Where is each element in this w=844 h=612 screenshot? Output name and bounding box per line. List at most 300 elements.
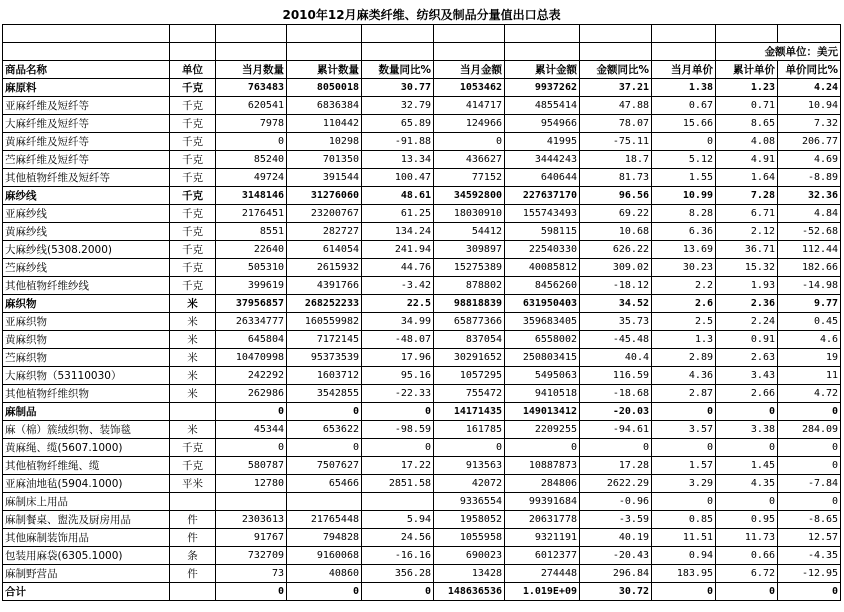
value-cell: 620541 xyxy=(216,97,287,115)
unit-cell xyxy=(170,493,216,511)
value-cell: 436627 xyxy=(434,151,505,169)
value-cell: 47.88 xyxy=(580,97,652,115)
table-row xyxy=(3,439,841,457)
value-cell: 1.38 xyxy=(652,79,716,97)
value-cell: 0 xyxy=(216,133,287,151)
value-cell: 3.43 xyxy=(716,367,778,385)
value-cell: 598115 xyxy=(505,223,580,241)
value-cell: 36.71 xyxy=(716,241,778,259)
value-cell: 30.72 xyxy=(580,583,652,601)
value-cell: 2.2 xyxy=(652,277,716,295)
value-cell: -48.07 xyxy=(362,331,434,349)
table-row xyxy=(3,475,841,493)
product-name-cell: 麻制野营品 xyxy=(3,565,170,583)
value-cell: 6.72 xyxy=(716,565,778,583)
table-row xyxy=(3,79,841,97)
value-cell: 2851.58 xyxy=(362,475,434,493)
value-cell: 22540330 xyxy=(505,241,580,259)
product-name-cell: 黄麻纱线 xyxy=(3,223,170,241)
table-title: 2010年12月麻类纤维、纺织及制品分量值出口总表 xyxy=(282,8,561,22)
value-cell: -8.65 xyxy=(778,511,841,529)
unit-cell: 平米 xyxy=(170,475,216,493)
product-name-cell: 麻织物 xyxy=(3,295,170,313)
table-row xyxy=(3,151,841,169)
value-cell: -14.98 xyxy=(778,277,841,295)
unit-cell: 千克 xyxy=(170,205,216,223)
value-cell: 794828 xyxy=(287,529,362,547)
value-cell: 98818839 xyxy=(434,295,505,313)
value-cell: 22.5 xyxy=(362,295,434,313)
value-cell: 359683405 xyxy=(505,313,580,331)
value-cell: 112.44 xyxy=(778,241,841,259)
value-cell: 183.95 xyxy=(652,565,716,583)
value-cell: -91.88 xyxy=(362,133,434,151)
value-cell: 41995 xyxy=(505,133,580,151)
unit-cell: 千克 xyxy=(170,133,216,151)
value-cell: -45.48 xyxy=(580,331,652,349)
value-cell: 9321191 xyxy=(505,529,580,547)
unit-cell: 米 xyxy=(170,367,216,385)
value-cell: 110442 xyxy=(287,115,362,133)
unit-note: 金额单位：美元 xyxy=(716,43,841,61)
value-cell: -52.68 xyxy=(778,223,841,241)
unit-cell: 千克 xyxy=(170,79,216,97)
value-cell: 3.29 xyxy=(652,475,716,493)
table-row xyxy=(3,259,841,277)
table-row xyxy=(3,115,841,133)
value-cell: 6.71 xyxy=(716,205,778,223)
table-row xyxy=(3,457,841,475)
column-header: 当月单价 xyxy=(652,61,716,79)
value-cell: 155743493 xyxy=(505,205,580,223)
value-cell: 10887873 xyxy=(505,457,580,475)
value-cell: 0 xyxy=(287,403,362,421)
column-header: 单价同比% xyxy=(778,61,841,79)
unit-note-row xyxy=(3,43,841,61)
value-cell: 0 xyxy=(216,403,287,421)
value-cell: 414717 xyxy=(434,97,505,115)
value-cell: -4.35 xyxy=(778,547,841,565)
value-cell: 73 xyxy=(216,565,287,583)
value-cell: 40860 xyxy=(287,565,362,583)
value-cell: 8050018 xyxy=(287,79,362,97)
value-cell: 1603712 xyxy=(287,367,362,385)
table-row xyxy=(3,169,841,187)
unit-cell: 米 xyxy=(170,313,216,331)
value-cell: 15.66 xyxy=(652,115,716,133)
value-cell: 26334777 xyxy=(216,313,287,331)
product-name-cell: 其他植物纤维织物 xyxy=(3,385,170,403)
unit-cell: 件 xyxy=(170,565,216,583)
value-cell: 0 xyxy=(434,133,505,151)
value-cell: 30291652 xyxy=(434,349,505,367)
value-cell: 1.93 xyxy=(716,277,778,295)
value-cell: -3.42 xyxy=(362,277,434,295)
value-cell: 2209255 xyxy=(505,421,580,439)
value-cell: 32.36 xyxy=(778,187,841,205)
value-cell: 12.57 xyxy=(778,529,841,547)
value-cell: 8456260 xyxy=(505,277,580,295)
value-cell: 95373539 xyxy=(287,349,362,367)
value-cell: 65.89 xyxy=(362,115,434,133)
value-cell: 34.99 xyxy=(362,313,434,331)
unit-cell: 千克 xyxy=(170,151,216,169)
table-row xyxy=(3,565,841,583)
value-cell: 0.91 xyxy=(716,331,778,349)
unit-cell: 米 xyxy=(170,331,216,349)
value-cell: 7507627 xyxy=(287,457,362,475)
value-cell: 23200767 xyxy=(287,205,362,223)
value-cell: 8551 xyxy=(216,223,287,241)
value-cell: 645804 xyxy=(216,331,287,349)
product-name-cell: 苎麻纤维及短纤等 xyxy=(3,151,170,169)
value-cell: -98.59 xyxy=(362,421,434,439)
table-row xyxy=(3,223,841,241)
value-cell: 134.24 xyxy=(362,223,434,241)
table-row xyxy=(3,277,841,295)
value-cell xyxy=(216,493,287,511)
value-cell: 17.22 xyxy=(362,457,434,475)
value-cell: 7172145 xyxy=(287,331,362,349)
value-cell: 13.69 xyxy=(652,241,716,259)
column-header: 当月金额 xyxy=(434,61,505,79)
value-cell: 34592800 xyxy=(434,187,505,205)
value-cell: 48.61 xyxy=(362,187,434,205)
value-cell: 148636536 xyxy=(434,583,505,601)
value-cell: 0 xyxy=(434,439,505,457)
unit-cell: 千克 xyxy=(170,439,216,457)
value-cell: 0 xyxy=(652,493,716,511)
value-cell: 2.66 xyxy=(716,385,778,403)
value-cell: 0 xyxy=(716,493,778,511)
value-cell: 3542855 xyxy=(287,385,362,403)
unit-cell: 千克 xyxy=(170,241,216,259)
value-cell: 2.6 xyxy=(652,295,716,313)
value-cell: 99391684 xyxy=(505,493,580,511)
column-header: 当月数量 xyxy=(216,61,287,79)
table-row xyxy=(3,421,841,439)
value-cell: 17.28 xyxy=(580,457,652,475)
value-cell: 85240 xyxy=(216,151,287,169)
table-row xyxy=(3,511,841,529)
value-cell: 0 xyxy=(362,439,434,457)
value-cell: 763483 xyxy=(216,79,287,97)
value-cell: 0 xyxy=(716,439,778,457)
value-cell: 61.25 xyxy=(362,205,434,223)
value-cell: 2615932 xyxy=(287,259,362,277)
value-cell xyxy=(362,493,434,511)
value-cell: 296.84 xyxy=(580,565,652,583)
value-cell: 45344 xyxy=(216,421,287,439)
value-cell: 242292 xyxy=(216,367,287,385)
value-cell: 1053462 xyxy=(434,79,505,97)
value-cell: -18.12 xyxy=(580,277,652,295)
unit-cell: 米 xyxy=(170,385,216,403)
value-cell: 124966 xyxy=(434,115,505,133)
unit-cell: 千克 xyxy=(170,259,216,277)
value-cell: -22.33 xyxy=(362,385,434,403)
product-name-cell: 苎麻纱线 xyxy=(3,259,170,277)
table-row xyxy=(3,529,841,547)
value-cell: 0.71 xyxy=(716,97,778,115)
unit-cell: 条 xyxy=(170,547,216,565)
value-cell: 96.56 xyxy=(580,187,652,205)
column-header: 数量同比% xyxy=(362,61,434,79)
unit-cell: 米 xyxy=(170,295,216,313)
value-cell: 227637170 xyxy=(505,187,580,205)
value-cell: 282727 xyxy=(287,223,362,241)
value-cell: 732709 xyxy=(216,547,287,565)
value-cell: 878802 xyxy=(434,277,505,295)
value-cell: 0 xyxy=(778,457,841,475)
value-cell: 1055958 xyxy=(434,529,505,547)
table-row xyxy=(3,583,841,601)
header-row xyxy=(3,61,841,79)
value-cell: 6558002 xyxy=(505,331,580,349)
value-cell: 284806 xyxy=(505,475,580,493)
value-cell: 4.6 xyxy=(778,331,841,349)
value-cell: 4.72 xyxy=(778,385,841,403)
value-cell: 2.63 xyxy=(716,349,778,367)
value-cell: 15.32 xyxy=(716,259,778,277)
value-cell: 6.36 xyxy=(652,223,716,241)
value-cell: 10.94 xyxy=(778,97,841,115)
value-cell: 37956857 xyxy=(216,295,287,313)
value-cell: 65466 xyxy=(287,475,362,493)
value-cell: -16.16 xyxy=(362,547,434,565)
product-name-cell: 麻制床上用品 xyxy=(3,493,170,511)
product-name-cell: 其他植物纤维绳、缆 xyxy=(3,457,170,475)
table-row xyxy=(3,331,841,349)
value-cell: 10.99 xyxy=(652,187,716,205)
unit-cell xyxy=(170,403,216,421)
value-cell: 5.12 xyxy=(652,151,716,169)
product-name-cell: 苎麻织物 xyxy=(3,349,170,367)
value-cell: 14171435 xyxy=(434,403,505,421)
value-cell: 6836384 xyxy=(287,97,362,115)
product-name-cell: 大麻纤维及短纤等 xyxy=(3,115,170,133)
value-cell: 309.02 xyxy=(580,259,652,277)
value-cell: 653622 xyxy=(287,421,362,439)
value-cell: 34.52 xyxy=(580,295,652,313)
table-row xyxy=(3,547,841,565)
value-cell: 1.019E+09 xyxy=(505,583,580,601)
value-cell: 0 xyxy=(505,439,580,457)
value-cell: 54412 xyxy=(434,223,505,241)
table-row xyxy=(3,349,841,367)
value-cell: 755472 xyxy=(434,385,505,403)
value-cell: 9336554 xyxy=(434,493,505,511)
value-cell: 9160068 xyxy=(287,547,362,565)
product-name-cell: 麻制品 xyxy=(3,403,170,421)
value-cell: 10470998 xyxy=(216,349,287,367)
product-name-cell: 大麻纱线(5308.2000) xyxy=(3,241,170,259)
value-cell: 161785 xyxy=(434,421,505,439)
value-cell: 10.68 xyxy=(580,223,652,241)
value-cell: 4.35 xyxy=(716,475,778,493)
value-cell: 32.79 xyxy=(362,97,434,115)
value-cell: 913563 xyxy=(434,457,505,475)
unit-cell: 千克 xyxy=(170,115,216,133)
table-row xyxy=(3,205,841,223)
unit-cell xyxy=(170,583,216,601)
value-cell: 9937262 xyxy=(505,79,580,97)
value-cell: 65877366 xyxy=(434,313,505,331)
value-cell: 9410518 xyxy=(505,385,580,403)
value-cell: 31276060 xyxy=(287,187,362,205)
title-row xyxy=(3,6,841,25)
value-cell: 116.59 xyxy=(580,367,652,385)
value-cell: -20.03 xyxy=(580,403,652,421)
value-cell: 37.21 xyxy=(580,79,652,97)
value-cell: 1.55 xyxy=(652,169,716,187)
value-cell: 44.76 xyxy=(362,259,434,277)
value-cell: 0 xyxy=(580,439,652,457)
value-cell: 0.85 xyxy=(652,511,716,529)
unit-cell: 件 xyxy=(170,511,216,529)
value-cell: 49724 xyxy=(216,169,287,187)
value-cell: 1958052 xyxy=(434,511,505,529)
unit-cell: 千克 xyxy=(170,223,216,241)
value-cell: 2.89 xyxy=(652,349,716,367)
value-cell: 0 xyxy=(652,439,716,457)
value-cell: 2.24 xyxy=(716,313,778,331)
table-row xyxy=(3,403,841,421)
value-cell: -75.11 xyxy=(580,133,652,151)
value-cell: 95.16 xyxy=(362,367,434,385)
value-cell: 7.32 xyxy=(778,115,841,133)
table-row xyxy=(3,367,841,385)
value-cell: 7978 xyxy=(216,115,287,133)
value-cell: -20.43 xyxy=(580,547,652,565)
value-cell: 0 xyxy=(652,133,716,151)
value-cell: -8.89 xyxy=(778,169,841,187)
value-cell: 81.73 xyxy=(580,169,652,187)
value-cell: 1.57 xyxy=(652,457,716,475)
value-cell: 11 xyxy=(778,367,841,385)
value-cell: 22640 xyxy=(216,241,287,259)
value-cell: 15275389 xyxy=(434,259,505,277)
value-cell: 4.08 xyxy=(716,133,778,151)
value-cell: 18.7 xyxy=(580,151,652,169)
value-cell: 0 xyxy=(716,403,778,421)
value-cell: 0.67 xyxy=(652,97,716,115)
value-cell: 0 xyxy=(287,439,362,457)
table-row xyxy=(3,241,841,259)
value-cell: 262986 xyxy=(216,385,287,403)
value-cell: 2176451 xyxy=(216,205,287,223)
value-cell: 8.28 xyxy=(652,205,716,223)
value-cell: 2.87 xyxy=(652,385,716,403)
product-name-cell: 黄麻纤维及短纤等 xyxy=(3,133,170,151)
value-cell: 274448 xyxy=(505,565,580,583)
table-row xyxy=(3,385,841,403)
value-cell: 20631778 xyxy=(505,511,580,529)
column-header: 累计金额 xyxy=(505,61,580,79)
product-name-cell: 其他植物纤维纱线 xyxy=(3,277,170,295)
product-name-cell: 亚麻油地毡(5904.1000) xyxy=(3,475,170,493)
value-cell: 2303613 xyxy=(216,511,287,529)
value-cell: 30.23 xyxy=(652,259,716,277)
value-cell: 35.73 xyxy=(580,313,652,331)
value-cell: 40085812 xyxy=(505,259,580,277)
value-cell: 0 xyxy=(652,583,716,601)
value-cell: 701350 xyxy=(287,151,362,169)
value-cell: 356.28 xyxy=(362,565,434,583)
value-cell: 4.91 xyxy=(716,151,778,169)
value-cell: 2.36 xyxy=(716,295,778,313)
value-cell: 2622.29 xyxy=(580,475,652,493)
value-cell: 0 xyxy=(778,403,841,421)
table-row xyxy=(3,313,841,331)
value-cell: 24.56 xyxy=(362,529,434,547)
value-cell: -3.59 xyxy=(580,511,652,529)
unit-cell: 千克 xyxy=(170,277,216,295)
value-cell: 0 xyxy=(362,403,434,421)
value-cell: 7.28 xyxy=(716,187,778,205)
value-cell: 0.95 xyxy=(716,511,778,529)
product-name-cell: 黄麻织物 xyxy=(3,331,170,349)
table-row xyxy=(3,187,841,205)
export-table xyxy=(2,6,841,601)
product-name-cell: 亚麻纱线 xyxy=(3,205,170,223)
value-cell: 206.77 xyxy=(778,133,841,151)
value-cell: 0.66 xyxy=(716,547,778,565)
unit-cell: 件 xyxy=(170,529,216,547)
value-cell: 3.38 xyxy=(716,421,778,439)
value-cell: 6012377 xyxy=(505,547,580,565)
value-cell: 1.45 xyxy=(716,457,778,475)
value-cell: 30.77 xyxy=(362,79,434,97)
value-cell: -94.61 xyxy=(580,421,652,439)
value-cell: 1057295 xyxy=(434,367,505,385)
unit-cell: 千克 xyxy=(170,457,216,475)
product-name-cell: 包装用麻袋(6305.1000) xyxy=(3,547,170,565)
value-cell: 0 xyxy=(287,583,362,601)
value-cell: 0 xyxy=(716,583,778,601)
value-cell: -12.95 xyxy=(778,565,841,583)
product-name-cell: 麻制餐桌、盥洗及厨房用品 xyxy=(3,511,170,529)
value-cell: 12780 xyxy=(216,475,287,493)
unit-cell: 千克 xyxy=(170,169,216,187)
column-header: 单位 xyxy=(170,61,216,79)
value-cell: 1.64 xyxy=(716,169,778,187)
value-cell: 0 xyxy=(216,439,287,457)
value-cell: 284.09 xyxy=(778,421,841,439)
value-cell: 4855414 xyxy=(505,97,580,115)
value-cell: 100.47 xyxy=(362,169,434,187)
value-cell: -18.68 xyxy=(580,385,652,403)
value-cell: 241.94 xyxy=(362,241,434,259)
value-cell: 3148146 xyxy=(216,187,287,205)
unit-cell: 千克 xyxy=(170,187,216,205)
value-cell: 11.73 xyxy=(716,529,778,547)
table-row xyxy=(3,493,841,511)
blank-row xyxy=(3,25,841,43)
product-name-cell: 合计 xyxy=(3,583,170,601)
value-cell: 640644 xyxy=(505,169,580,187)
value-cell: 505310 xyxy=(216,259,287,277)
value-cell: 690023 xyxy=(434,547,505,565)
unit-cell: 米 xyxy=(170,349,216,367)
value-cell: 77152 xyxy=(434,169,505,187)
value-cell: 4.84 xyxy=(778,205,841,223)
product-name-cell: 亚麻纤维及短纤等 xyxy=(3,97,170,115)
value-cell: 11.51 xyxy=(652,529,716,547)
value-cell: 3.57 xyxy=(652,421,716,439)
value-cell: 268252233 xyxy=(287,295,362,313)
product-name-cell: 麻原料 xyxy=(3,79,170,97)
